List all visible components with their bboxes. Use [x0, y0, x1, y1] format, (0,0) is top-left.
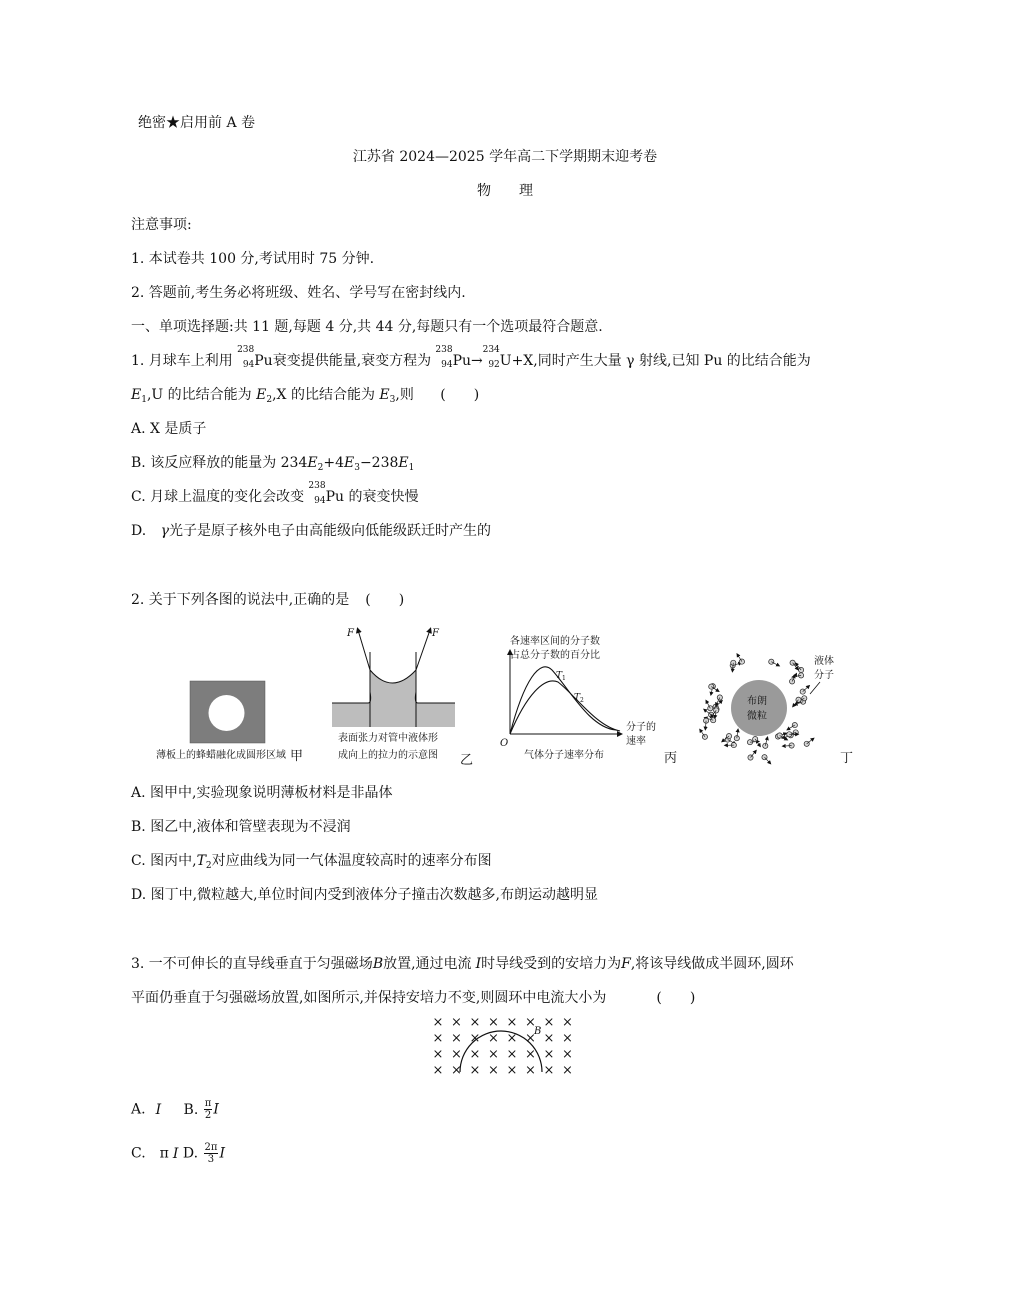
q3-option-ab: A. I B. $\frac{\pi}{2}$ I: [131, 1098, 219, 1121]
field-cross: ×: [525, 1031, 536, 1046]
nuclide-pu238: 238 94: [237, 345, 255, 370]
fig-bing-tag: 丙: [664, 751, 678, 766]
fig-bing-caption: 气体分子速率分布: [524, 750, 604, 761]
q2-option-b: B. 图乙中,液体和管壁表现为不浸润: [131, 819, 351, 835]
field-cross: ×: [432, 1047, 444, 1062]
liquid-molecule: [790, 679, 795, 684]
field-cross: ×: [543, 1047, 555, 1062]
liquid-molecule: [717, 695, 722, 700]
fig-ding-tag: 丁: [840, 751, 854, 766]
q3-stem-line2: 平面仍垂直于匀强磁场放置,如图所示,并保持安培力不变,则圆环中电流大小为 ( ): [131, 990, 696, 1006]
field-cross: ×: [451, 1047, 462, 1062]
liquid-molecule: [763, 743, 768, 748]
field-cross: ×: [543, 1015, 555, 1030]
liquid-molecule: [792, 723, 797, 728]
field-cross: ×: [451, 1031, 462, 1046]
field-cross: ×: [488, 1031, 499, 1046]
q2-option-c: C. 图丙中$,T_2$对应曲线为同一气体温度较高时的速率分布图: [131, 853, 492, 871]
field-cross: ×: [488, 1047, 499, 1062]
fig-field-label: B: [534, 1026, 542, 1037]
fig-yi-caption: 成向上的拉力的示意图: [338, 750, 438, 761]
field-cross: ×: [451, 1015, 462, 1030]
fraction-2pi-over-3: $\frac{2\pi}{3}$: [204, 1142, 218, 1165]
field-cross: ×: [469, 1063, 481, 1078]
field-cross: ×: [562, 1047, 573, 1062]
field-cross: ×: [525, 1047, 536, 1062]
field-cross: ×: [562, 1031, 573, 1046]
q1-option-c: C. 月球上温度的变化会改变 238 94 Pu 的衰变快慢: [131, 481, 419, 506]
field-cross: ×: [488, 1063, 499, 1078]
notice-item: 1. 本试卷共 100 分,考试用时 75 分钟.: [131, 251, 375, 267]
field-cross: ×: [469, 1015, 481, 1030]
field-cross: ×: [562, 1015, 573, 1030]
fig-bing-origin: O: [500, 738, 509, 749]
field-cross: ×: [525, 1063, 536, 1078]
field-cross: ×: [488, 1015, 499, 1030]
q1-stem-line2: $E_1,U$ 的比结合能为 $E_2,X$ 的比结合能为 $E_3$,则 ( ): [131, 387, 480, 405]
liquid-molecule: [702, 734, 707, 739]
liquid-molecule: [708, 706, 713, 711]
field-cross: ×: [432, 1063, 444, 1078]
field-cross: ×: [506, 1031, 518, 1046]
q2-option-d: D. 图丁中,微粒越大,单位时间内受到液体分子撞击次数越多,布朗运动越明显: [131, 887, 598, 903]
fig-jia-caption: 薄板上的蜂蜡融化成圆形区域: [156, 750, 286, 761]
q3-option-cd: C. π I D. $\frac{2\pi}{3}$ I: [131, 1142, 225, 1165]
figure-bing: [496, 630, 686, 770]
nuclide-u234: 234 92: [482, 345, 500, 370]
field-cross: ×: [469, 1047, 481, 1062]
q1-option-b: B. 该反应释放的能量为 $234E_2+4E_3-238E_1$: [131, 455, 415, 473]
fig-yi-force-right: F: [432, 628, 439, 639]
notice-item: 2. 答题前,考生务必将班级、姓名、学号写在密封线内.: [131, 285, 466, 301]
fig-bing-xlabel: 分子的: [626, 722, 656, 733]
fig-bing-t1: $T_1$: [556, 671, 566, 682]
answer-bracket: ( ): [656, 990, 696, 1006]
field-cross: ×: [506, 1015, 518, 1030]
liquid-molecule: [777, 733, 782, 738]
field-cross: ×: [432, 1015, 444, 1030]
nuclide-pu238: 238 94: [435, 345, 453, 370]
field-cross: ×: [469, 1031, 481, 1046]
fig-ding-brown: 微粒: [747, 711, 767, 722]
liquid-molecule: [802, 696, 807, 701]
q1-stem-line1: 1. 月球车上利用 238 94 Pu衰变提供能量,衰变方程为 238 94 Pu→ 234 92 U+X,同时产生大量 γ 射线,已知 Pu 的比结合能为: [131, 345, 811, 370]
fig-bing-xlabel: 速率: [626, 736, 646, 747]
field-cross: ×: [506, 1047, 518, 1062]
field-cross: ×: [543, 1063, 555, 1078]
field-cross: ×: [525, 1015, 536, 1030]
field-crosses: [433, 1015, 573, 1078]
fig-bing-ylabel: 各速率区间的分子数: [510, 636, 600, 647]
secret-label: 绝密★启用前 A 卷: [138, 115, 256, 131]
figure-yi: [330, 622, 480, 770]
fraction-pi-over-2: $\frac{\pi}{2}$: [204, 1098, 212, 1121]
exam-title: 江苏省 2024—2025 学年高二下学期期末迎考卷: [352, 149, 658, 165]
q1-option-d: D. γ光子是原子核外电子由高能级向低能级跃迁时产生的: [131, 523, 492, 539]
field-cross: ×: [562, 1063, 573, 1078]
field-cross: ×: [506, 1063, 518, 1078]
fig-yi-caption: 表面张力对管中液体形: [338, 733, 438, 744]
section-heading: 一、单项选择题:共 11 题,每题 4 分,共 44 分,每题只有一个选项最符合题意.: [131, 319, 603, 335]
q2-stem: 2. 关于下列各图的说法中,正确的是 ( ): [131, 592, 405, 608]
fig-ding-liquid: 分子: [814, 670, 834, 681]
fig-ding-liquid: 液体: [814, 656, 834, 667]
fig-yi-force-left: F: [347, 628, 354, 639]
q1-option-a: A. X 是质子: [131, 421, 207, 437]
fig-yi-tag: 乙: [460, 753, 474, 768]
liquid-molecule: [753, 737, 758, 742]
fig-bing-t2: $T_2$: [574, 693, 584, 704]
fig-bing-ylabel: 占总分子数的百分比: [510, 650, 600, 661]
q2-option-a: A. 图甲中,实验现象说明薄板材料是非晶体: [131, 785, 393, 801]
figure-jia: [150, 676, 310, 766]
field-cross: ×: [543, 1031, 555, 1046]
answer-bracket: ( ): [440, 387, 480, 403]
fig-ding-brown: 布朗: [747, 696, 767, 707]
answer-bracket: ( ): [365, 592, 405, 608]
nuclide-pu238: 238 94: [308, 481, 326, 506]
figure-ding: [696, 648, 866, 770]
subject-title: 物 理: [477, 183, 533, 199]
field-cross: ×: [432, 1031, 444, 1046]
magnetic-field-figure: [430, 1012, 580, 1084]
q3-stem-line1: 3. 一不可伸长的直导线垂直于匀强磁场B放置,通过电流 I时导线受到的安培力为F,将该导线做成半圆环,圆环: [131, 956, 794, 972]
fig-jia-tag: 甲: [290, 749, 304, 764]
notice-heading: 注意事项:: [131, 217, 192, 233]
field-cross: ×: [451, 1063, 462, 1078]
